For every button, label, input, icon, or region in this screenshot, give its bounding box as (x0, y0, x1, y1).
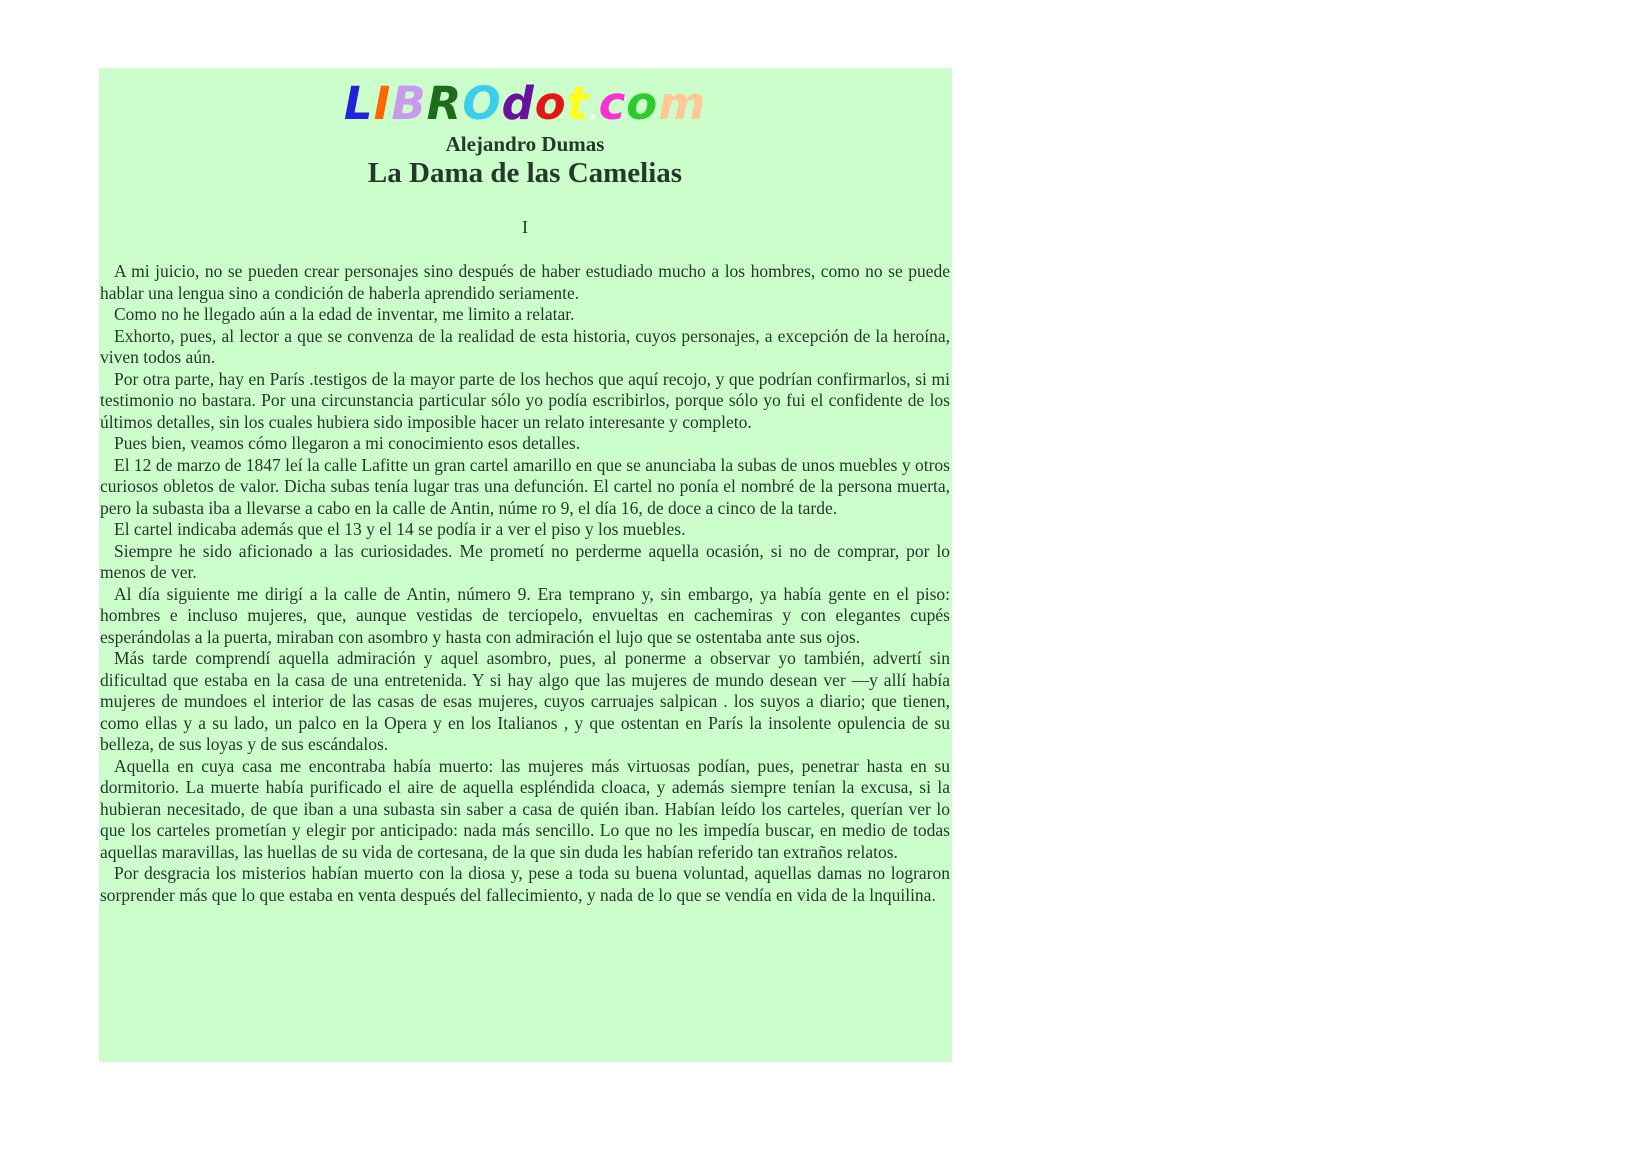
logo-letter: . (589, 100, 599, 125)
author-name: Alejandro Dumas (445, 132, 605, 157)
paragraph: Siempre he sido aficionado a las curiosidades. Me prometí no perderme aquella ocasión, si no de comprar, por lo menos de ver. (100, 540, 950, 583)
body-text (100, 261, 950, 906)
logo-letter: o (534, 77, 567, 130)
logo-letter: t (566, 77, 590, 130)
paragraph: Exhorto, pues, al lector a que se convenza de la realidad de esta historia, cuyos personajes, a excepción de la heroína, viven todos aún. (100, 325, 950, 368)
logo-letter: B (391, 77, 427, 130)
paragraph: A mi juicio, no se pueden crear personajes sino después de haber estudiado mucho a los hombres, como no se puede hablar una lengua sino a condición de haberla aprendido seriamente. (100, 261, 950, 303)
logo-letter: m (658, 77, 707, 130)
logo-letter: R (426, 77, 463, 130)
logo-letter: o (626, 77, 659, 130)
paragraph: Aquella en cuya casa me encontraba había muerto: las mujeres más virtuosas podían, pues, penetrar hasta en su dormitorio. La muerte había purificado el aire de aquella espléndida cloaca, y además siempre tenían la excusa, si la hubieran necesitado, de que iban a una subasta sin saber a casa de quién iban. Habían leído los carteles, querían ver lo que los carteles prometían y elegir por anticipado: nada más sencillo. Lo que no les impedía buscar, en medio de todas aquellas maravillas, las huellas de su vida de cortesana, de la que sin duda les habían referido tan extraños relatos. (100, 755, 950, 862)
paragraph: Al día siguiente me dirigí a la calle de Antin, número 9. Era temprano y, sin embargo, ya había gente en el piso: hombres e incluso mujeres, que, aunque vestidas de terciopelo, envueltas en cachemiras y con elegantes cupés esperándolas a la puerta, miraban con asombro y hasta con admiración el lujo que se ostentaba ante sus ojos. (100, 583, 950, 647)
paragraph: El cartel indicaba además que el 13 y el 14 se podía ir a ver el piso y los muebles. (114, 519, 686, 540)
paragraph: Como no he llegado aún a la edad de inventar, me limito a relatar. (114, 304, 575, 325)
book-page (99, 68, 952, 1062)
logo-letter: L (343, 77, 374, 130)
paragraph: Por desgracia los misterios habían muerto con la diosa y, pese a toda su buena voluntad, aquellas damas no lograron sorprender más que lo que estaba en venta después del fallecimiento, y nada de lo que se vendía en vida de la lnquilina. (100, 863, 950, 905)
paragraph: Más tarde comprendí aquella admiración y aquel asombro, pues, al ponerme a observar yo también, advertí sin dificultad que estaba en la casa de una entretenida. Y si hay algo que las mujeres de mundo desean ver —y allí había mujeres de mundoes el interior de las casas de esas mujeres, cuyos carruajes salpican . los suyos a diario; que tienen, como ellas y a su lado, un palco en la Opera y en los Italianos , y que ostentan en París la insolente opulencia de su belleza, de sus loyas y de sus escándalos. (100, 648, 950, 755)
logo-letter: d (501, 77, 535, 130)
logo-letter: I (373, 77, 392, 130)
chapter-number: I (522, 217, 528, 238)
librodot-logo (100, 77, 950, 130)
paragraph: El 12 de marzo de 1847 leí la calle Lafitte un gran cartel amarillo en que se anunciaba la subas de unos muebles y otros curiosos obletos de valor. Dicha subas tenía lugar tras una defunción. El cartel no ponía el nombré de la persona muerta, pero la subasta iba a llevarse a cabo en la calle de Antin, núme ro 9, el día 16, de doce a cinco de la tarde. (100, 454, 950, 518)
paragraph: Por otra parte, hay en París .testigos de la mayor parte de los hechos que aquí recojo, y que podrían confirmarlos, si mi testimonio no bastara. Por una circunstancia particular sólo yo podía escribirlos, porque sólo yo fui el confidente de los últimos detalles, sin los cuales hubiera sido imposible hacer un relato interesante y completo. (100, 368, 950, 432)
paragraph: Pues bien, veamos cómo llegaron a mi conocimiento esos detalles. (114, 433, 581, 454)
logo-letter: O (462, 77, 502, 130)
book-title: La Dama de las Camelias (367, 157, 683, 190)
logo-letter: c (598, 77, 627, 130)
